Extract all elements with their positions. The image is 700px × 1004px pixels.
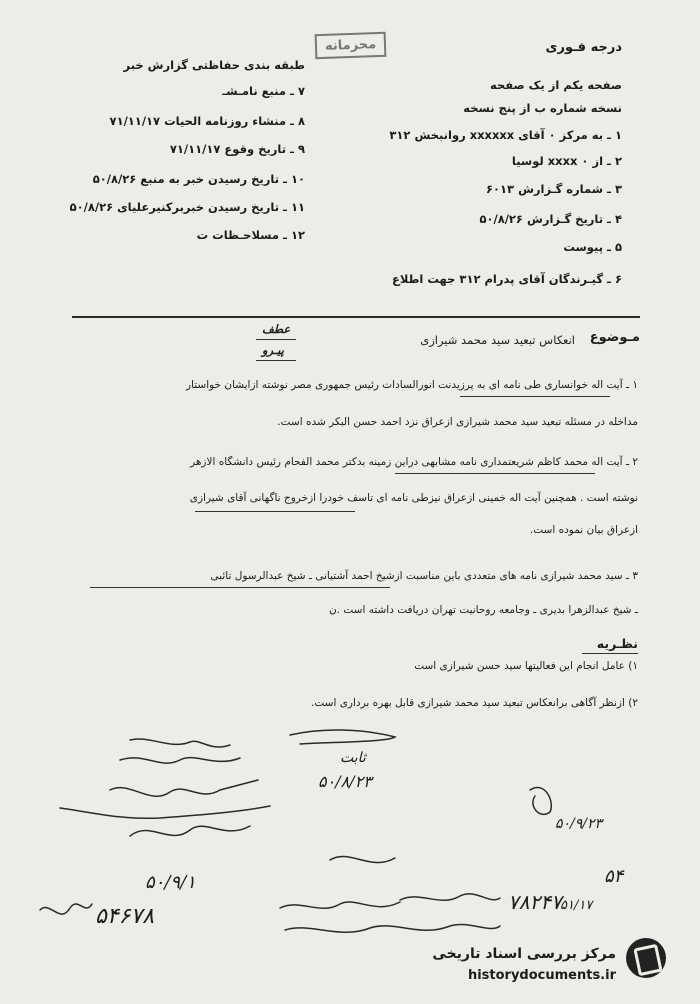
page-info: صفحه یکم از یک صفحه <box>490 78 622 92</box>
body-line-3: ۲ ـ آیت اله محمد کاظم شریعتمداری نامه مشابهی دراین زمینه بدکتر محمد الفحام رئیس دانشگاه الازهر <box>190 456 638 468</box>
body-line-2: مداخله در مسئله تبعید سید محمد شیرازی ازعراق نزد احمد حسن البکر شده است. <box>277 416 638 428</box>
copy-info: نسخه شماره ب از پنج نسخه <box>463 101 622 115</box>
subject-text: انعکاس تبعید سید محمد شیرازی <box>420 333 575 347</box>
number-right: ۷۸۲۴۷ <box>508 890 562 914</box>
body-line-4: نوشته است . همچنین آیت اله خمینی ازعراق نیزطی نامه ای تاسف خودرا ازخروج ناگهانی آقای شیرازی <box>189 492 638 504</box>
number-left: ۵۴۶۷۸ <box>95 904 155 929</box>
subject-label: مـوضوع <box>589 330 640 345</box>
number-tiny: ۵۱/۱۷ <box>560 898 593 913</box>
degree-label: درجه فـوری <box>545 40 622 55</box>
field-event-date: ۹ ـ تاریخ وقوع ۷۱/۱۱/۱۷ <box>169 142 305 156</box>
opinion-2: ۲) ازنظر آگاهی برانعکاس تبعید سید محمد شیرازی قابل بهره برداری است. <box>311 697 638 709</box>
field-report-date: ۴ ـ تاریخ گـزارش ۵۰/۸/۲۶ <box>479 212 622 226</box>
classification-label: طبقه بندی حفاظتی گزارش خبر <box>123 58 305 72</box>
field-attachment: ۵ ـ پیوست <box>563 240 622 254</box>
date-left: ۵۰/۹/۱ <box>145 872 196 893</box>
body-line-7: ـ شیخ عبدالزهرا بدیری ـ وجامعه روحانیت تهران دریافت داشته است .ن <box>328 604 638 616</box>
date-mid: ۵۰/۹/۲۳ <box>555 816 603 832</box>
field-from: ۲ ـ از ۰ xxxx لوسیا <box>511 154 622 168</box>
body-line-6: ۳ ـ سید محمد شیرازی نامه های متعددی باین مناسبت ازشیخ احمد آشتیانی ـ شیخ عبدالرسول تائبی <box>210 570 638 582</box>
watermark-title: مرکز بررسی اسناد تاریخی <box>432 946 616 962</box>
field-remarks: ۱۲ ـ مسلاحـظات ت <box>196 228 305 242</box>
field-to: ۱ ـ به مرکز ۰ آقای xxxxxx روانبخش ۳۱۲ <box>389 128 622 142</box>
confidential-stamp: محرمانه <box>315 32 387 59</box>
field-report-number: ۳ ـ شماره گـزارش ۶۰۱۳ <box>485 182 622 196</box>
annot-ref: عطف <box>262 322 291 336</box>
signature-name: ثابت <box>340 750 366 766</box>
body-line-5: ازعراق بیان نموده است. <box>529 524 638 536</box>
field-source-received: ۱۰ ـ تاریخ رسیدن خبر به منبع ۵۰/۸/۲۶ <box>92 172 305 186</box>
body-line-1: ۱ ـ آیت اله خوانساری طی نامه ای به پرزیدنت انورالسادات رئیس جمهوری مصر نوشته ازایشان خواستار <box>185 379 638 391</box>
mark-54: ۵۴ <box>604 866 624 887</box>
opinion-title: نظـریه <box>596 636 638 651</box>
archive-logo-icon <box>626 938 666 978</box>
annot-follow: پیـرو <box>262 343 284 357</box>
opinion-1: ۱) عامل انجام این فعالیتها سید حسن شیرازی است <box>414 660 638 672</box>
signature-date: ۵۰/۸/۲۳ <box>318 772 372 791</box>
field-origin: ۸ ـ منشاء روزنامه الحیات ۷۱/۱۱/۱۷ <box>109 114 305 128</box>
field-recipients: ۶ ـ گیـرندگان آقای پدرام ۳۱۲ جهت اطلاع <box>391 272 622 286</box>
field-source: ۷ ـ منبع نامـشـ <box>222 84 305 98</box>
watermark-site: historydocuments.ir <box>467 968 616 983</box>
field-received: ۱۱ ـ تاریخ رسیدن خبربرکنیرعلیای ۵۰/۸/۲۶ <box>69 200 305 214</box>
